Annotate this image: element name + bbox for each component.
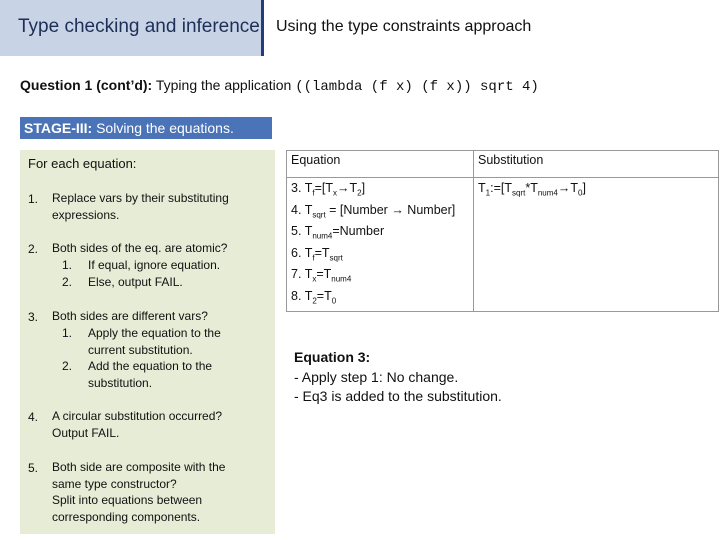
step-text: Both sides of the eq. are atomic? bbox=[52, 241, 228, 255]
step-line: Split into equations between bbox=[52, 493, 203, 507]
step-line: Output FAIL. bbox=[52, 425, 120, 440]
equation-line: 8. $T_2=T_0$ bbox=[291, 288, 337, 305]
question-prefix: Question 1 (cont’d): bbox=[20, 77, 153, 93]
note-line: - Apply step 1: No change. bbox=[294, 368, 459, 385]
substep-text: Else, output FAIL. bbox=[88, 275, 183, 289]
step-number: 4. bbox=[28, 410, 39, 424]
equation-line: 3. $T_f=[T_x\to T_2]$ bbox=[291, 181, 366, 198]
equation-line: 7. $T_x=T_{num4}$ bbox=[291, 267, 352, 284]
table-row bbox=[287, 178, 719, 312]
step-text bbox=[52, 408, 222, 441]
table-header-row bbox=[287, 151, 719, 178]
substep-text: If equal, ignore equation. bbox=[88, 258, 221, 272]
step-number: 5. bbox=[28, 461, 39, 475]
question-line bbox=[20, 77, 539, 95]
stage-rest: Solving the equations. bbox=[96, 120, 234, 136]
step-text: Both sides are different vars? bbox=[52, 309, 208, 323]
header-substitution: Substitution bbox=[474, 151, 719, 178]
substep-line: substitution. bbox=[88, 375, 153, 390]
equations-cell bbox=[287, 178, 474, 312]
question-code: ((lambda (f x) (f x)) sqrt 4) bbox=[295, 79, 539, 95]
substep-line: current substitution. bbox=[88, 342, 193, 357]
arrow-icon: → bbox=[557, 181, 571, 195]
slide-subtitle: Using the type constraints approach bbox=[276, 18, 532, 35]
step-line: expressions. bbox=[52, 207, 120, 222]
step-line: same type constructor? bbox=[52, 476, 177, 491]
substep-number: 1. bbox=[62, 258, 73, 272]
substep-number: 1. bbox=[62, 326, 73, 340]
step-text bbox=[52, 190, 229, 223]
substep-line: Apply the equation to the bbox=[88, 326, 221, 340]
equation-note bbox=[294, 348, 502, 407]
substep-text bbox=[88, 358, 212, 391]
step-line: corresponding components. bbox=[52, 509, 201, 524]
slide-title: Type checking and inference bbox=[18, 16, 260, 37]
step-number: 2. bbox=[28, 242, 39, 256]
step-text bbox=[52, 459, 225, 525]
substep-number: 2. bbox=[62, 359, 73, 373]
step-line: Both side are composite with the bbox=[52, 460, 226, 474]
question-text: Typing the application bbox=[155, 77, 292, 93]
steps-title: For each equation: bbox=[28, 156, 137, 171]
equation-line: 5. $T_{num4}=Number$ bbox=[291, 224, 385, 241]
equation-line: 6. $T_f=T_{sqrt}$ bbox=[291, 245, 343, 262]
substep-line: Add the equation to the bbox=[88, 359, 213, 373]
header-equation: Equation bbox=[287, 151, 474, 178]
arrow-icon: → bbox=[336, 181, 350, 195]
note-title: Equation 3: bbox=[294, 349, 371, 365]
equation-table bbox=[286, 150, 719, 312]
substitution-cell bbox=[474, 178, 719, 312]
substitution-line: $T_1:=[T_{sqrt}*T_{num4}\to T_0]$ bbox=[478, 181, 586, 198]
step-line: Replace vars by their substituting bbox=[52, 191, 229, 205]
note-line: - Eq3 is added to the substitution. bbox=[294, 388, 502, 404]
step-number: 3. bbox=[28, 310, 39, 324]
stage-bold: STAGE-III: bbox=[24, 120, 93, 136]
step-number: 1. bbox=[28, 192, 39, 206]
substep-number: 2. bbox=[62, 275, 73, 289]
arrow-icon: → bbox=[391, 202, 404, 217]
stage-label bbox=[24, 120, 234, 136]
step-line: A circular substitution occurred? bbox=[52, 409, 223, 423]
substep-text bbox=[88, 325, 221, 358]
equation-line: 4. $T_{sqrt}$ = [Number → Number] bbox=[291, 202, 456, 219]
